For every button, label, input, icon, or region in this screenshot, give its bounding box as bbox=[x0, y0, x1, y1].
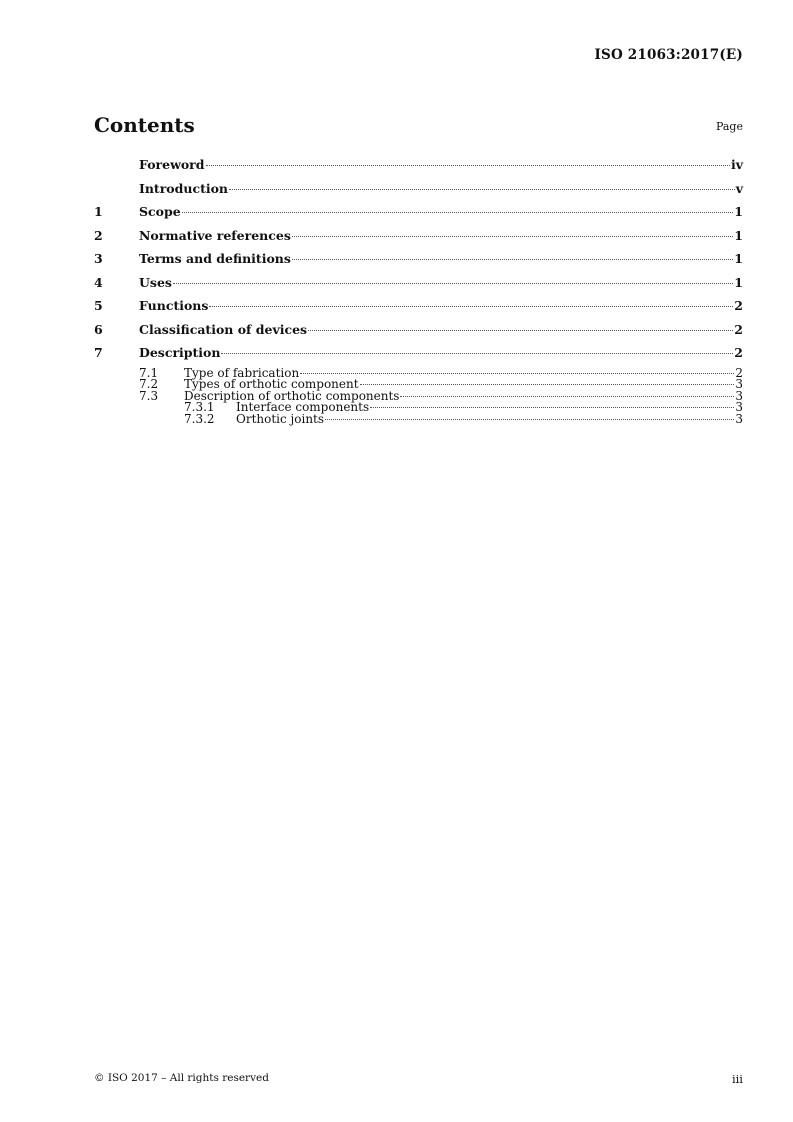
toc-leader-dots bbox=[300, 373, 734, 374]
toc-entry-number: 2 bbox=[94, 227, 103, 243]
toc-entry[interactable] bbox=[94, 156, 743, 180]
toc-entry-title: Functions bbox=[139, 298, 209, 313]
toc-entry[interactable] bbox=[94, 250, 743, 274]
toc-entry[interactable] bbox=[94, 180, 743, 204]
toc-entry[interactable] bbox=[94, 227, 743, 251]
toc-leader-dots bbox=[182, 212, 734, 213]
toc-entry-number: 7.3.1 bbox=[184, 400, 215, 414]
toc-entry[interactable] bbox=[94, 411, 743, 426]
toc-entry-page: 1 bbox=[734, 227, 743, 243]
toc-entry-page: 1 bbox=[734, 204, 743, 219]
page-footer bbox=[94, 1072, 743, 1086]
toc-entry-number: 7.3.2 bbox=[184, 411, 215, 426]
toc-entry-number: 7.2 bbox=[139, 377, 159, 391]
toc-entry-number: 7.1 bbox=[139, 365, 159, 380]
toc-leader-dots bbox=[400, 396, 734, 397]
toc-entry-title: Type of fabrication bbox=[184, 365, 300, 380]
toc-entry[interactable] bbox=[94, 297, 743, 321]
toc-leader-dots bbox=[308, 330, 733, 331]
toc-entry-title: Introduction bbox=[139, 180, 229, 196]
toc-entry-page: 2 bbox=[734, 345, 743, 360]
toc-entry-page: 1 bbox=[734, 251, 743, 266]
toc-leader-dots bbox=[229, 189, 735, 190]
toc-entry-title: Description bbox=[139, 345, 221, 360]
toc-entry-number: 4 bbox=[94, 274, 103, 290]
toc-leader-dots bbox=[221, 353, 733, 354]
toc-entry-number: 6 bbox=[94, 321, 103, 337]
table-of-contents bbox=[94, 156, 743, 425]
toc-leader-dots bbox=[209, 306, 733, 307]
toc-entry-title: Types of orthotic component bbox=[184, 377, 359, 391]
toc-entry[interactable] bbox=[94, 203, 743, 227]
toc-entry-page: 3 bbox=[735, 388, 743, 403]
toc-leader-dots bbox=[206, 165, 730, 166]
toc-leader-dots bbox=[370, 407, 734, 408]
toc-entry-number: 7.3 bbox=[139, 388, 159, 403]
toc-entry-page: 3 bbox=[735, 400, 743, 414]
toc-leader-dots bbox=[292, 236, 733, 237]
standard-id-header: ISO 21063:2017(E) bbox=[594, 47, 743, 63]
toc-entry-title: Description of orthotic components bbox=[184, 388, 400, 403]
toc-entry-number: 5 bbox=[94, 298, 103, 313]
toc-entry[interactable] bbox=[94, 321, 743, 345]
contents-title: Contents bbox=[94, 113, 195, 137]
toc-entry-title: Orthotic joints bbox=[236, 411, 325, 426]
footer-page-number: iii bbox=[731, 1072, 743, 1086]
toc-entry-title: Uses bbox=[139, 274, 172, 290]
toc-leader-dots bbox=[325, 419, 734, 420]
toc-entry-title: Classification of devices bbox=[139, 321, 308, 337]
toc-leader-dots bbox=[360, 384, 735, 385]
toc-entry-number: 1 bbox=[94, 204, 103, 219]
toc-entry-title: Foreword bbox=[139, 157, 205, 172]
page-column-label: Page bbox=[715, 120, 743, 133]
toc-entry-title: Interface components bbox=[236, 400, 370, 414]
toc-entry-page: 2 bbox=[735, 365, 743, 380]
toc-entry-page: 3 bbox=[735, 411, 743, 426]
toc-leader-dots bbox=[292, 259, 733, 260]
toc-entry[interactable] bbox=[94, 344, 743, 368]
toc-entry-page: 3 bbox=[735, 377, 743, 391]
toc-entry-title: Terms and definitions bbox=[139, 251, 291, 266]
toc-leader-dots bbox=[173, 283, 733, 284]
toc-entry-number: 3 bbox=[94, 251, 103, 266]
toc-entry-number: 7 bbox=[94, 345, 103, 360]
toc-entry-page: v bbox=[735, 180, 743, 196]
toc-entry-title: Normative references bbox=[139, 227, 291, 243]
toc-entry-title: Scope bbox=[139, 204, 181, 219]
toc-entry[interactable] bbox=[94, 274, 743, 298]
contents-heading-row bbox=[94, 113, 743, 139]
toc-entry-page: 2 bbox=[734, 321, 743, 337]
copyright-notice: © ISO 2017 – All rights reserved bbox=[94, 1072, 269, 1084]
toc-entry-page: 1 bbox=[734, 274, 743, 290]
toc-entry-page: 2 bbox=[734, 298, 743, 313]
toc-entry-page: iv bbox=[730, 157, 743, 172]
